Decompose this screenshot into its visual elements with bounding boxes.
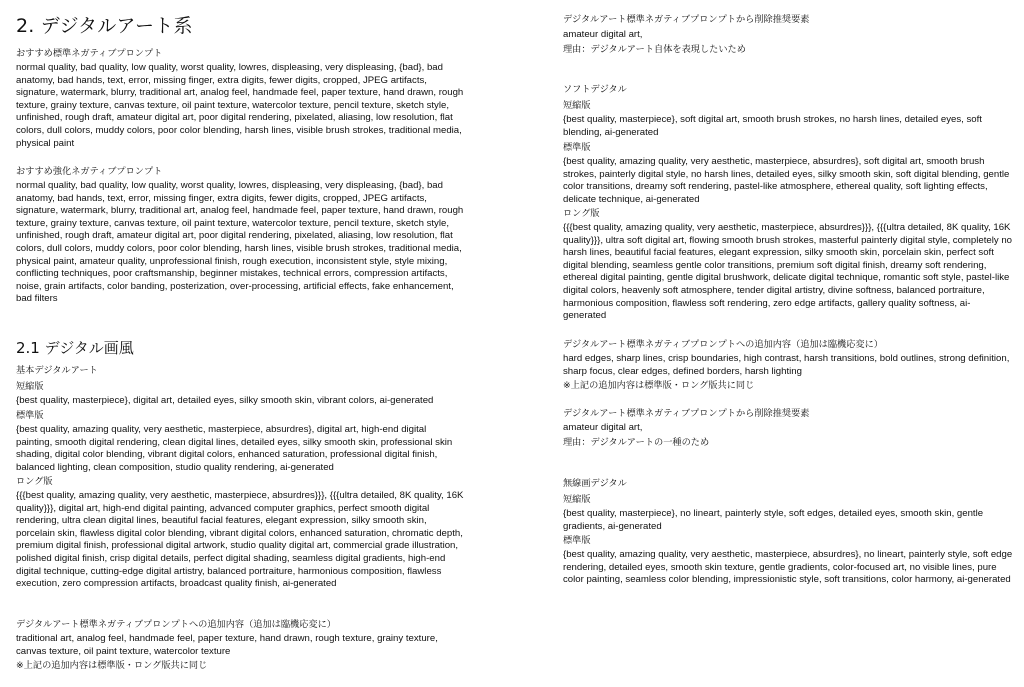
additional-negative-label: デジタルアート標準ネガティブプロンプトへの追加内容（追加は臨機応変に） [16, 619, 336, 630]
long-version-text: {{{best quality, amazing quality, very aesthetic, masterpiece, absurdres}}}, {{{ultra detailed, 8K quality, 16K quality}}}, digital art, high-end digital painting, advanced computer graphics, perfect smooth digital rendering, ultra clean digital lines, beautiful facial features, elegant expression, silky smooth skin, porcelain skin, flawless digital color blending, vibrant digital colors, enhanced saturation, chromatic depth, premium digital finish, professional digital artwork, studio quality digital art, commercial grade illustration, polished digital finish, crisp digital details, perfect digital shading, seamless digital gradients, high-end digital technique, cutting-edge digital artistry, balanced portraiture, harmonious composition, flawless execution, zero compression artifacts, broadcast quality finish, ai-generated [16, 490, 464, 590]
soft-additional-label: デジタルアート標準ネガティブプロンプトへの追加内容（追加は臨機応変に） [563, 339, 883, 350]
long-version-label: ロング版 [16, 476, 53, 487]
basic-digital-label: 基本デジタルアート [16, 365, 98, 376]
soft-long-text: {{{best quality, amazing quality, very aesthetic, masterpiece, absurdres}}}, {{{ultra detailed, 8K quality, 16K quality}}}, ultra soft digital art, flowing smooth brush strokes, masterful painterly digital style, completely no harsh lines, beautiful facial features, elegant expression, silky smooth skin, porcelain skin, perfect soft digital blending, seamless gentle color transitions, premium soft digital finish, dreamy soft rendering, ethereal digital painting, gentle digital brushwork, delicate digital technique, romantic soft style, pastel-like digital colors, heavenly soft atmosphere, tender digital artistry, divine softness, balanced portraiture, harmonious composition, flawless soft rendering, zero edge artifacts, gallery quality softness, ai-generated [563, 222, 1012, 322]
section-title: 2. デジタルアート系 [16, 15, 193, 37]
delete-recommend-text: amateur digital art, [563, 29, 643, 40]
soft-standard-text: {best quality, amazing quality, very aesthetic, masterpiece, absurdres}, soft digital art, smooth brush strokes, painterly digital style, no harsh lines, detailed eyes, silky smooth skin, soft digital blending, gentle color transitions, dreamy soft rendering, pastel-like atmosphere, ethereal quality, soft lighting effects, delicate technique, ai-generated [563, 156, 1010, 205]
strong-negative-text: normal quality, bad quality, low quality, worst quality, lowres, displeasing, very displeasing, {bad}, bad anatomy, bad hands, text, error, missing finger, extra digits, fewer digits, cropped, JPEG artifacts, signature, watermark, blurry, traditional art, analog feel, handmade feel, paper texture, hand drawn, rough texture, grainy texture, canvas texture, oil paint texture, watercolor texture, pencil texture, sketch style, unfinished, rough draft, amateur digital art, poor digital rendering, pixelated, aliasing, low resolution, flat colors, dull colors, muddy colors, poor color blending, harsh lines, visible brush strokes, traditional media, physical paint, amateur quality, unprofessional finish, rough execution, inconsistent style, style mixing, conflicting techniques, poor craftsmanship, beginner mistakes, technical errors, compression artifacts, noise, grain artifacts, color banding, posterization, over-processing, artificial effects, fake enhancement, bad filters [16, 180, 464, 305]
soft-short-label: 短縮版 [563, 100, 591, 111]
noline-standard-label: 標準版 [563, 535, 591, 546]
additional-negative-text: traditional art, analog feel, handmade feel, paper texture, hand drawn, rough texture, grainy texture, canvas texture, oil paint texture, watercolor texture [16, 633, 438, 657]
recommended-negative-text: normal quality, bad quality, low quality, worst quality, lowres, displeasing, very displeasing, {bad}, bad anatomy, bad hands, text, error, missing finger, extra digits, fewer digits, cropped, JPEG artifacts, signature, watermark, blurry, traditional art, analog feel, handmade feel, paper texture, hand drawn, rough texture, grainy texture, canvas texture, oil paint texture, watercolor texture, pencil texture, sketch style, unfinished, rough draft, amateur digital art, poor digital rendering, pixelated, aliasing, low resolution, flat colors, dull colors, muddy colors, poor color blending, harsh lines, visible brush strokes, traditional media, physical paint [16, 62, 464, 149]
soft-delete-label: デジタルアート標準ネガティブプロンプトから削除推奨要素 [563, 408, 810, 419]
noline-short-text: {best quality, masterpiece}, no lineart, painterly style, soft edges, detailed eyes, smooth skin, gentle gradients, ai-generated [563, 508, 984, 532]
noline-standard-text: {best quality, amazing quality, very aesthetic, masterpiece, absurdres}, no lineart, painterly style, soft edge rendering, detailed eyes, smooth skin texture, gentle gradients, color-focused art, no visible lines, pure color painting, seamless color blending, impressionistic style, soft transitions, color harmony, ai-generated [563, 549, 1013, 586]
soft-short-text: {best quality, masterpiece}, soft digital art, smooth brush strokes, no harsh lines, detailed eyes, soft blending, ai-generated [563, 114, 982, 138]
recommended-negative-label: おすすめ標準ネガティブプロンプト [16, 48, 163, 59]
strong-negative-label: おすすめ強化ネガティブプロンプト [16, 166, 163, 177]
soft-standard-label: 標準版 [563, 142, 591, 153]
delete-recommend-label: デジタルアート標準ネガティブプロンプトから削除推奨要素 [563, 14, 810, 25]
subsection-title: 2.1 デジタル画風 [16, 339, 134, 357]
soft-delete-reason: 理由：デジタルアートの一種のため [563, 437, 710, 448]
noline-short-label: 短縮版 [563, 494, 591, 505]
soft-additional-note: ※上記の追加内容は標準版・ロング版共に同じ [563, 380, 755, 391]
standard-version-label: 標準版 [16, 410, 44, 421]
additional-note: ※上記の追加内容は標準版・ロング版共に同じ [16, 660, 208, 671]
short-version-label: 短縮版 [16, 381, 44, 392]
noline-digital-title: 無線画デジタル [563, 478, 627, 489]
soft-long-label: ロング版 [563, 208, 600, 219]
delete-recommend-reason: 理由：デジタルアート自体を表現したいため [563, 44, 746, 55]
soft-digital-title: ソフトデジタル [563, 84, 627, 95]
short-version-text: {best quality, masterpiece}, digital art, detailed eyes, silky smooth skin, vibrant colors, ai-generated [16, 395, 434, 406]
soft-additional-text: hard edges, sharp lines, crisp boundaries, high contrast, harsh transitions, bold outlines, strong definition, sharp focus, clear edges, defined borders, harsh lighting [563, 353, 1010, 377]
soft-delete-text: amateur digital art, [563, 422, 643, 433]
standard-version-text: {best quality, amazing quality, very aesthetic, masterpiece, absurdres}, digital art, high-end digital painting, smooth digital rendering, clean digital lines, detailed eyes, silky smooth skin, professional skin shading, digital color blending, vibrant digital colors, enhanced saturation, professional digital finish, balanced lighting, clean composition, studio quality rendering, ai-generated [16, 424, 453, 473]
